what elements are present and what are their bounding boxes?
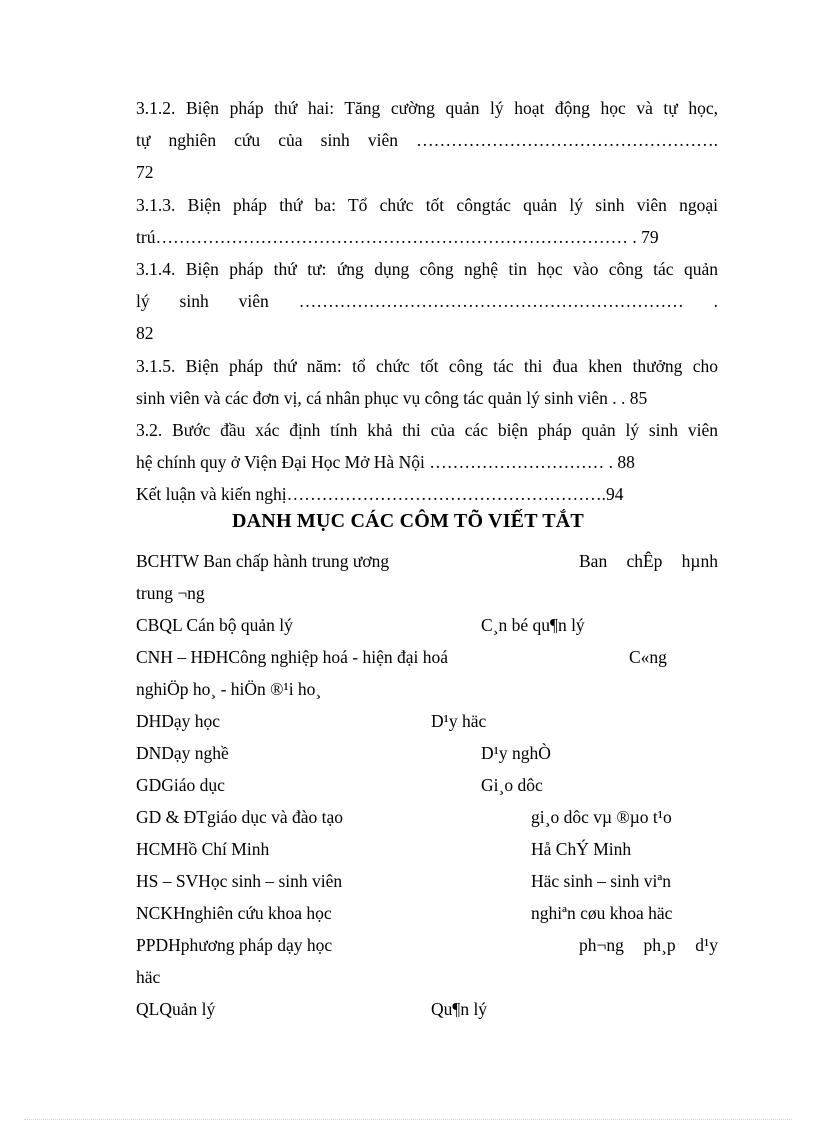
abbr-dh: DHDạy học [136,711,221,731]
abbr-cbql: CBQL Cán bộ quản lý [136,615,293,635]
abbr-dh-garbled: D¹y häc [431,711,487,731]
page-bottom-rule [24,1119,792,1120]
abbr-dn-garbled: D¹y nghÒ [481,743,551,763]
abbr-bchtw-wrap: trung ¬ng [136,583,205,603]
abbr-cnh-hdh-wrap: nghiÖp ho¸ - hiÖn ®¹i ho¸ [136,679,322,699]
abbr-gd-garbled: Gi¸o dôc [481,775,543,795]
abbr-nckh: NCKHnghiên cứu khoa học [136,903,332,923]
abbr-hcm-garbled: Hå ChÝ Minh [531,839,632,859]
abbr-nckh-garbled: nghiªn cøu khoa häc [531,903,673,923]
abbr-hcm: HCMHồ Chí Minh [136,839,270,859]
toc-entry-3-1-5-line2: sinh viên và các đơn vị, cá nhân phục vụ công tác quản lý sinh viên . . 85 [136,387,648,408]
abbr-ql: QLQuản lý [136,999,216,1019]
abbr-hs-sv: HS – SVHọc sinh – sinh viên [136,871,343,891]
toc-entry-3-1-4-line2: lý sinh viên ………………………………………………………… . [136,291,718,312]
toc-entry-3-1-3-line2: trú……………………………………………………………………… . 79 [136,226,659,247]
abbr-ppdh-wrap: häc [136,967,161,987]
abbr-bchtw-garbled: Ban chÊp hµnh [579,551,718,571]
section-heading: DANH MỤC CÁC CÔM TÕ VIẾT TẮT [232,510,584,532]
toc-entry-3-1-4-line1: 3.1.4. Biện pháp thứ tư: ứng dụng công nghệ tin học vào công tác quản [136,259,718,280]
abbr-gd-dt: GD & ĐTgiáo dục và đào tạo [136,807,344,827]
abbr-hs-sv-garbled: Häc sinh – sinh viªn [531,871,671,891]
abbr-dn: DNDạy nghề [136,743,229,763]
toc-entry-3-1-4-page: 82 [136,323,154,344]
abbr-cbql-garbled: C¸n bé qu¶n lý [481,615,585,635]
toc-entry-3-2-line1: 3.2. Bước đầu xác định tính khả thi của các biện pháp quản lý sinh viên [136,420,718,441]
abbr-cnh-hdh-garbled: C«ng [629,647,667,667]
abbr-ppdh: PPDHphương pháp dạy học [136,935,333,955]
toc-entry-ket-luan: Kết luận và kiến nghị……………………………………………….94 [136,484,624,505]
table-of-contents [136,92,718,511]
toc-entry-3-1-5-line1: 3.1.5. Biện pháp thứ năm: tổ chức tốt công tác thi đua khen thưởng cho [136,355,718,376]
abbr-cnh-hdh: CNH – HĐHCông nghiệp hoá - hiện đại hoá [136,647,449,667]
abbr-ppdh-garbled: ph¬ng ph¸p d¹y [579,935,718,955]
abbr-bchtw: BCHTW Ban chấp hành trung ương [136,551,390,571]
abbr-gd-dt-garbled: gi¸o dôc vµ ®µo t¹o [531,807,672,827]
toc-entry-3-1-2-line2: tự nghiên cứu của sinh viên ……………………………………………. [136,130,718,151]
toc-entry-3-2-line2: hệ chính quy ở Viện Đại Học Mở Hà Nội ………………………… . 88 [136,452,635,473]
toc-entry-3-1-3-line1: 3.1.3. Biện pháp thứ ba: Tổ chức tốt côngtác quản lý sinh viên ngoại [136,194,718,215]
toc-entry-3-1-2-line1: 3.1.2. Biện pháp thứ hai: Tăng cường quản lý hoạt động học và tự học, [136,98,718,118]
abbr-gd: GDGiáo dục [136,775,225,795]
toc-entry-3-1-2-page: 72 [136,162,154,183]
abbr-ql-garbled: Qu¶n lý [431,999,488,1019]
